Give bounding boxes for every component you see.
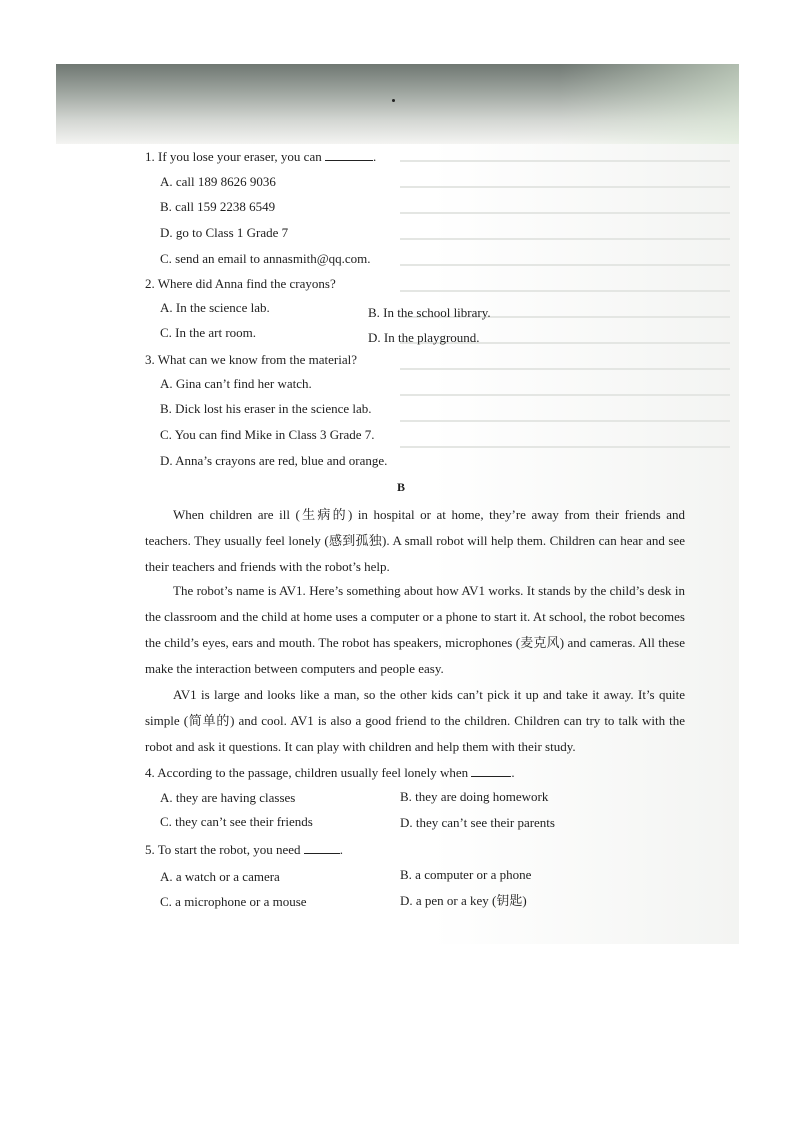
question-tail: . (511, 765, 515, 780)
option: A. a watch or a camera (160, 869, 280, 884)
question-tail: . (372, 149, 377, 164)
option: C. In the art room. (160, 325, 257, 340)
option: D. Anna’s crayons are red, blue and orange. (160, 453, 388, 468)
question-5 (145, 841, 343, 858)
passage-paragraph-3: AV1 is large and looks like a man, so the other kids can’t pick it up and take it away. It’s quite simple (简单的) and cool. AV1 is also a good friend to the children. Children can try to talk with the robot and ask it questions. It can play with children and help them with their study. (145, 687, 685, 754)
question-text: 4. According to the passage, children usually feel lonely when (145, 765, 469, 780)
question-text: 1. If you lose your eraser, you can (145, 149, 322, 164)
question-2: 2. Where did Anna find the crayons? (145, 276, 336, 291)
option: C. they can’t see their friends (160, 814, 313, 829)
option: B. a computer or a phone (400, 867, 532, 882)
passage-paragraph-1: When children are ill (生病的) in hospital or at home, they’re away from their friends and teachers. They usually feel lonely (感到孤独). A small robot will help them. Children can hear and see their teachers and friends with the robot’s help. (145, 507, 685, 574)
option: A. Gina can’t find her watch. (160, 376, 312, 391)
option: C. You can find Mike in Class 3 Grade 7. (160, 427, 375, 442)
question-tail: . (339, 842, 344, 857)
question-4 (145, 764, 515, 781)
question-3: 3. What can we know from the material? (145, 352, 358, 367)
question-1 (145, 148, 376, 165)
option: D. go to Class 1 Grade 7 (160, 225, 289, 240)
question-text: 5. To start the robot, you need (145, 842, 301, 857)
option: D. In the playground. (368, 330, 480, 345)
option: C. send an email to annasmith@qq.com. (160, 251, 371, 266)
option: C. a microphone or a mouse (160, 894, 307, 909)
option: A. In the science lab. (160, 300, 270, 315)
option: B. they are doing homework (400, 789, 549, 804)
option: D. a pen or a key (钥匙) (400, 893, 527, 908)
answer-blank (471, 764, 511, 777)
passage-paragraph-2: The robot’s name is AV1. Here’s something about how AV1 works. It stands by the child’s desk in the classroom and the child at home uses a computer or a phone to start it. At school, the robot becomes the child’s eyes, ears and mouth. The robot has speakers, microphones (麦克风) and cameras. All these make the interaction between computers and people easy. (145, 583, 685, 676)
section-title: B (397, 480, 406, 494)
option: B. call 159 2238 6549 (160, 199, 276, 214)
option: B. Dick lost his eraser in the science lab. (160, 401, 372, 416)
option: D. they can’t see their parents (400, 815, 555, 830)
answer-blank (325, 148, 373, 161)
option: A. they are having classes (160, 790, 296, 805)
option: A. call 189 8626 9036 (160, 174, 276, 189)
option: B. In the school library. (368, 305, 491, 320)
answer-blank (304, 841, 340, 854)
